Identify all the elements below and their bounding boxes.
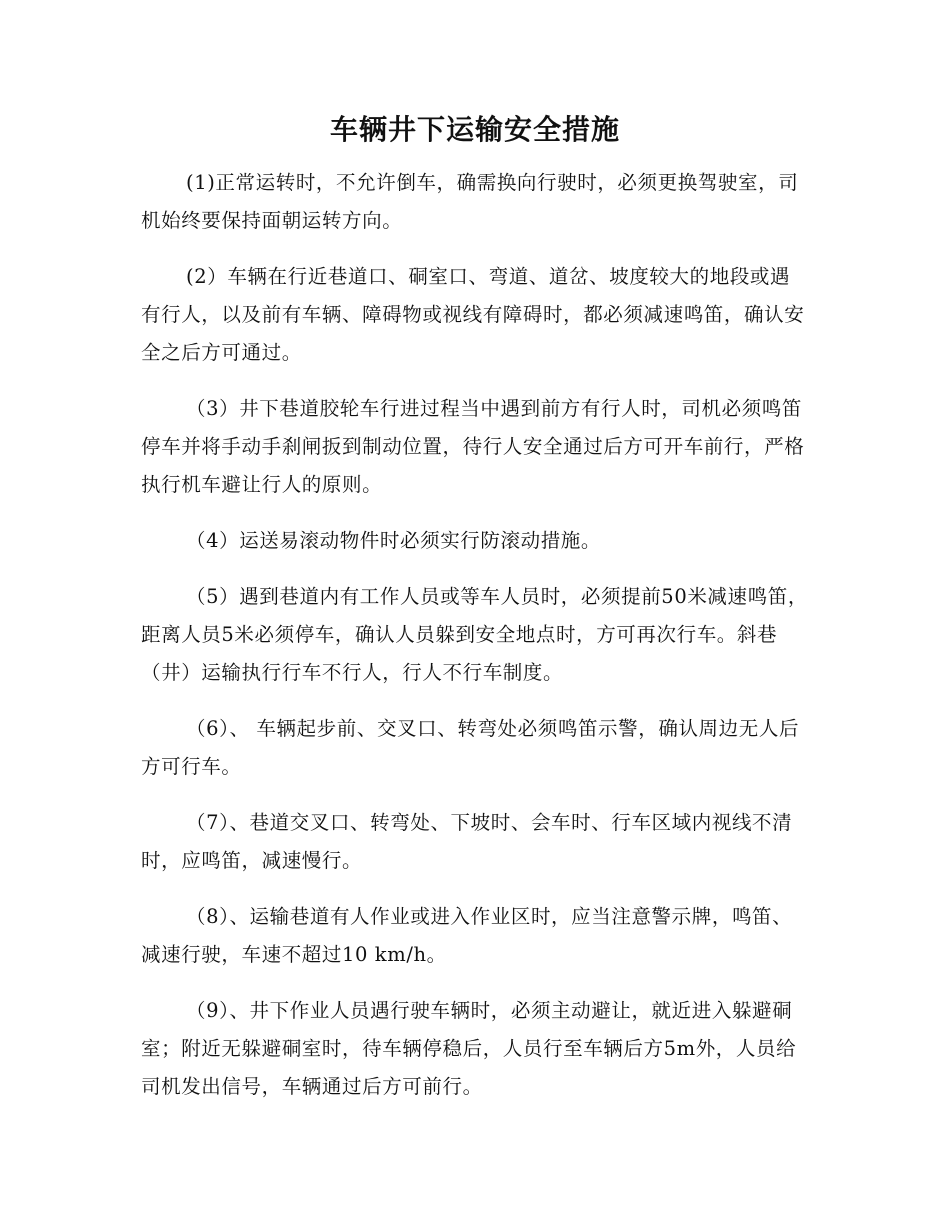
paragraph-3: （3）井下巷道胶轮车行进过程当中遇到前方有行人时，司机必须鸣笛停车并将手动手刹闸扳到制动位置，待行人安全通过后方可开车前行，严格执行机车避让行人的原则。 (141, 397, 805, 496)
paragraph-4: （4）运送易滚动物件时必须实行防滚动措施。 (186, 529, 602, 552)
paragraph-2: (2）车辆在行近巷道口、硐室口、弯道、道岔、坡度较大的地段或遇有行人，以及前有车辆、障碍物或视线有障碍时，都必须减速鸣笛，确认安全之后方可通过。 (141, 265, 805, 364)
paragraph-9: （9）、井下作业人员遇行驶车辆时，必须主动避让，就近进入躲避硐室；附近无躲避硐室时，待车辆停稳后，人员行至车辆后方5m外，人员给司机发出信号，车辆通过后方可前行。 (141, 999, 797, 1098)
paragraph-8: （8）、运输巷道有人作业或进入作业区时，应当注意警示牌，鸣笛、减速行驶，车速不超过10 km/h。 (141, 905, 793, 966)
paragraph-1: (1)正常运转时，不允许倒车，确需换向行驶时，必须更换驾驶室，司机始终要保持面朝运转方向。 (141, 171, 799, 232)
paragraph-5: （5）遇到巷道内有工作人员或等车人员时，必须提前50米减速鸣笛，距离人员5米必须停车，确认人员躲到安全地点时，方可再次行车。斜巷（井）运输执行行车不行人，行人不行车制度。 (141, 585, 808, 684)
document-title: 车辆井下运输安全措施 (329, 113, 620, 146)
document-body (141, 164, 809, 1124)
paragraph-7: （7）、巷道交叉口、转弯处、下坡时、会车时、行车区域内视线不清时，应鸣笛，减速慢行。 (141, 811, 793, 872)
paragraph-6: （6）、 车辆起步前、交叉口、转弯处必须鸣笛示警，确认周边无人后方可行车。 (141, 717, 800, 778)
